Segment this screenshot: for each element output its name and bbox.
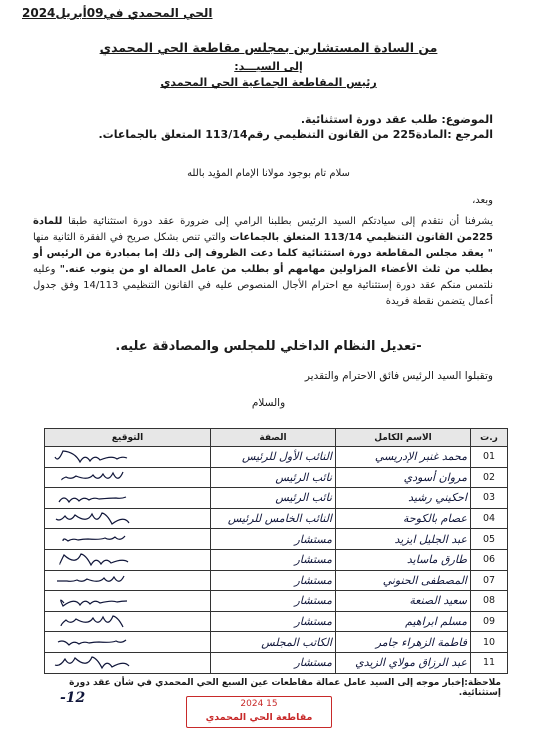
subject-topic: الموضوع: طلب عقد دورة استثنائية.	[300, 113, 493, 126]
signature-scribble	[49, 531, 143, 547]
signature-scribble	[49, 470, 143, 486]
table-row	[45, 488, 508, 509]
subject-reference: المرجع :المادة225 من القانون التنظيمي رقم113/14 المتعلق بالجماعات.	[98, 128, 493, 141]
member-name: محمد غنبر الإدريسي	[336, 447, 471, 468]
body-part-5: وعليه نلتمس منكم عقد دورة إستثنائية مع احترام الأجال المنصوص عليه في القانون التنظيمي 14/113 وفق جدول أعمال يتضمن نقطة فريدة	[33, 264, 493, 307]
row-number: 04	[471, 508, 508, 529]
table-row	[45, 549, 508, 570]
member-name: فاطمة الزهراء جامر	[336, 632, 471, 653]
signature-cell	[45, 570, 211, 591]
body-part-1: يشرفنا أن نتقدم إلى سيادتكم السيد الرئيس بطلبنا الرامي إلى ضرورة عقد دورة استثنائية طبقا	[62, 216, 493, 227]
signature-stroke	[62, 472, 123, 480]
signature-cell	[45, 508, 211, 529]
signature-stroke	[61, 600, 127, 606]
col-header-signature: التوقيع	[45, 429, 211, 447]
table-row	[45, 508, 508, 529]
member-role: النائب الخامس للرئيس	[211, 508, 336, 529]
member-name: مسلم ابراهيم	[336, 611, 471, 632]
greeting: سلام تام بوجود مولانا الإمام المؤيد بالله	[187, 168, 350, 179]
signature-stroke	[57, 576, 124, 581]
signature-scribble	[49, 614, 143, 630]
member-role: الكاتب المجلس	[211, 632, 336, 653]
signature-scribble	[49, 593, 143, 609]
stamp-text: مقاطعة الحي المحمدي	[205, 712, 313, 723]
member-role: مستشار	[211, 549, 336, 570]
col-header-number: ر.ت	[471, 429, 508, 447]
body-part-3: والتي تنص بشكل صريح في الفقرة الثانية منها	[33, 232, 230, 243]
signature-cell	[45, 447, 211, 468]
closing-line: وتقبلوا السيد الرئيس فائق الاحترام والتقدير	[304, 370, 493, 382]
signature-stroke	[59, 497, 126, 502]
table-row	[45, 591, 508, 612]
body-paragraph	[33, 214, 493, 310]
table-row	[45, 652, 508, 673]
signature-scribble	[49, 573, 143, 589]
member-name: سعيد الصنعة	[336, 591, 471, 612]
footnote: ملاحظة:إخبار موجه إلى السيد عامل عمالة مقاطعات عين السبع الحي المحمدي في شأن عقد دورة إستثنائية.	[69, 678, 501, 698]
signature-cell	[45, 611, 211, 632]
row-number: 06	[471, 549, 508, 570]
signature-stroke	[60, 554, 128, 565]
table-row	[45, 447, 508, 468]
signature-stroke	[61, 616, 123, 627]
signature-stroke	[55, 451, 127, 462]
table-row	[45, 611, 508, 632]
closing-salutation: والسلام	[251, 397, 286, 409]
signature-stroke	[58, 640, 126, 645]
table-row	[45, 570, 508, 591]
member-role: مستشار	[211, 529, 336, 550]
table-row	[45, 529, 508, 550]
subject-block	[23, 112, 493, 142]
member-role: نائب الرئيس	[211, 488, 336, 509]
member-role: نائب الرئيس	[211, 467, 336, 488]
handwritten-mark: -12	[60, 690, 86, 706]
recipient-block	[0, 40, 537, 89]
col-header-role: الصفة	[211, 429, 336, 447]
signature-cell	[45, 549, 211, 570]
member-name: المصطفى الحنوني	[336, 570, 471, 591]
member-name: مروان أسودي	[336, 467, 471, 488]
member-role: مستشار	[211, 591, 336, 612]
agenda-item: -تعديل النظام الداخلي للمجلس والمصادقة عليه.	[115, 339, 422, 354]
member-name: عبد الرزاق مولاي الزيدي	[336, 652, 471, 673]
signature-scribble	[49, 490, 143, 506]
signature-stroke	[56, 513, 129, 524]
row-number: 07	[471, 570, 508, 591]
signature-scribble	[49, 511, 143, 527]
signature-cell	[45, 488, 211, 509]
col-header-name: الاسم الكامل	[336, 429, 471, 447]
signature-cell	[45, 467, 211, 488]
member-role: مستشار	[211, 652, 336, 673]
opening: وبعد،	[472, 195, 493, 206]
table-row	[45, 632, 508, 653]
row-number: 02	[471, 467, 508, 488]
official-stamp	[186, 696, 332, 728]
document-date: الحي المحمدي في09أبريل2024	[22, 6, 213, 20]
row-number: 05	[471, 529, 508, 550]
table-header-row	[45, 429, 508, 447]
row-number: 01	[471, 447, 508, 468]
row-number: 03	[471, 488, 508, 509]
signature-stroke	[63, 536, 125, 541]
signature-scribble	[49, 655, 143, 671]
signatures-table-body	[45, 447, 508, 674]
signature-scribble	[49, 634, 143, 650]
table-row	[45, 467, 508, 488]
signature-cell	[45, 591, 211, 612]
member-name: طارق ماسايد	[336, 549, 471, 570]
signature-cell	[45, 652, 211, 673]
row-number: 11	[471, 652, 508, 673]
member-name: احكيني رشيد	[336, 488, 471, 509]
signature-scribble	[49, 449, 143, 465]
signature-scribble	[49, 552, 143, 568]
recipient-from: من السادة المستشارين بمجلس مقاطعة الحي المحمدي	[99, 40, 438, 55]
row-number: 09	[471, 611, 508, 632]
body-quote: " يعقد مجلس المقاطعة دورة استثنائية كلما دعت الظروف إلى ذلك إما بمبادرة من الرئيس أو بطلب من ثلث الأعضاء المزاولين مهامهم أو بطلب من عامل العمالة او من ينوب عنه."	[33, 248, 493, 275]
member-name: عصام بالكوحة	[336, 508, 471, 529]
signature-cell	[45, 632, 211, 653]
member-role: مستشار	[211, 611, 336, 632]
signature-stroke	[55, 657, 129, 668]
row-number: 08	[471, 591, 508, 612]
recipient-name: رئيس المقاطعة الجماعية الحي المحمدي	[160, 76, 377, 89]
stamp-date: 2024 15	[240, 699, 278, 709]
member-role: النائب الأول للرئيس	[211, 447, 336, 468]
member-name: عبد الجليل ايزيد	[336, 529, 471, 550]
recipient-to-label: إلى السيـــد:	[234, 60, 303, 73]
body-part-2: للمادة 225من القانون التنظيمي 113/14 المتعلق بالجماعات	[33, 216, 493, 243]
member-role: مستشار	[211, 570, 336, 591]
signature-cell	[45, 529, 211, 550]
signatures-table	[44, 428, 508, 674]
row-number: 10	[471, 632, 508, 653]
